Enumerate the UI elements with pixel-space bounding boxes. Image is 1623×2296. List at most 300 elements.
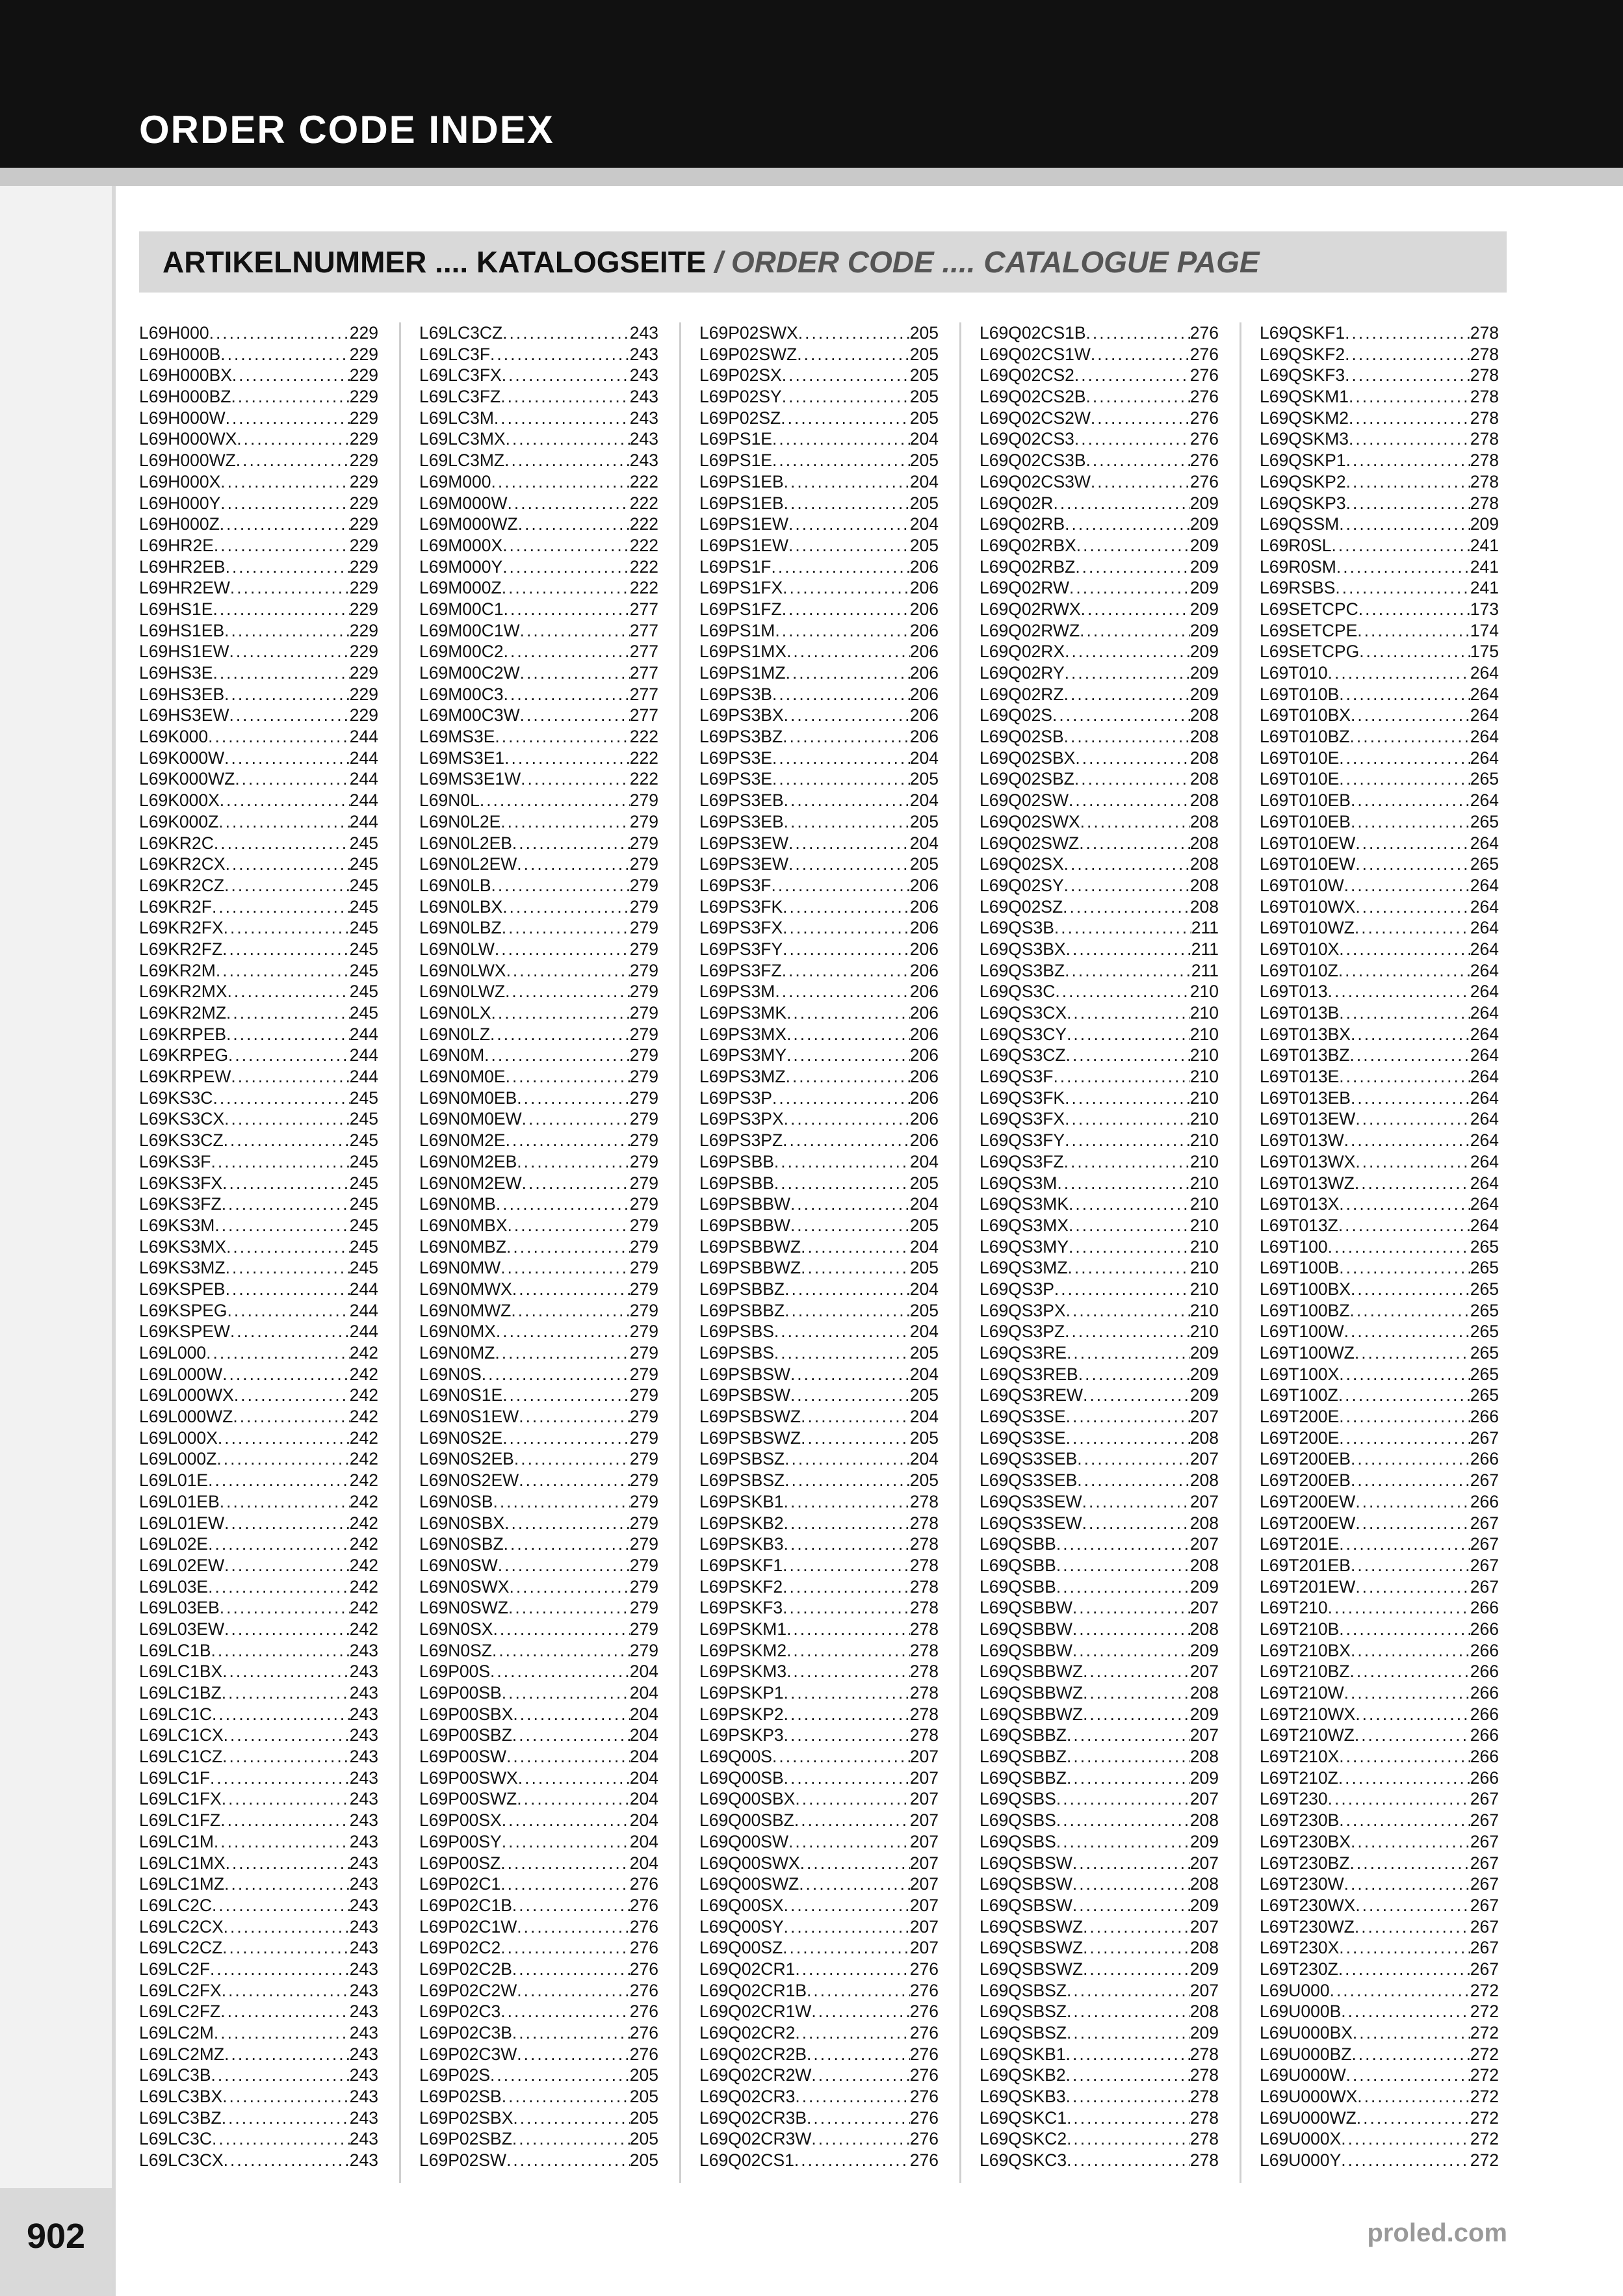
index-entry	[1260, 1024, 1499, 1045]
catalogue-page: 265	[1470, 1322, 1499, 1342]
dot-leader	[1355, 896, 1470, 918]
order-code: L69P02C1B	[419, 1895, 512, 1915]
order-code: L69PS1E	[699, 450, 772, 471]
order-code: L69U000WX	[1260, 2087, 1358, 2107]
left-margin	[0, 186, 112, 2296]
order-code: L69Q00SW	[699, 1831, 788, 1851]
dot-leader	[1067, 2107, 1190, 2129]
catalogue-page: 266	[1470, 1725, 1499, 1745]
catalogue-page: 229	[349, 599, 378, 619]
order-code: L69Q02RW	[980, 578, 1069, 598]
index-entry	[139, 917, 378, 939]
catalogue-page: 272	[1470, 2065, 1499, 2085]
catalogue-page: 276	[1189, 471, 1219, 491]
index-entry	[980, 1619, 1219, 1640]
dot-leader	[512, 2022, 630, 2044]
dot-leader	[1066, 1406, 1190, 1428]
dot-leader	[788, 514, 910, 535]
index-entry	[699, 1108, 939, 1130]
order-code: L69L03E	[139, 1576, 209, 1597]
index-entry	[699, 1831, 939, 1853]
catalogue-page: 207	[909, 1747, 939, 1767]
dot-leader	[226, 556, 350, 578]
catalogue-page: 208	[1189, 854, 1219, 874]
order-code: L69N0M0EB	[419, 1088, 517, 1108]
index-entry	[139, 1279, 378, 1300]
catalogue-page: 222	[629, 556, 658, 577]
dot-leader	[811, 2001, 909, 2022]
dot-leader	[206, 1342, 350, 1364]
index-entry	[699, 1491, 939, 1513]
dot-leader	[1091, 471, 1190, 493]
index-entry	[699, 1300, 939, 1322]
catalogue-page: 278	[1470, 471, 1499, 491]
dot-leader	[222, 1173, 350, 1194]
dot-leader	[1351, 1831, 1470, 1853]
index-entry	[139, 1151, 378, 1173]
order-code: L69T013BX	[1260, 1024, 1351, 1044]
order-code: L69T010E	[1260, 769, 1340, 789]
index-entry	[980, 1215, 1219, 1236]
index-entry	[139, 939, 378, 960]
index-entry	[139, 2065, 378, 2086]
dot-leader	[222, 2107, 350, 2129]
order-code: L69P02C3B	[419, 2023, 512, 2042]
index-entry	[139, 577, 378, 599]
order-code: L69K000	[139, 727, 209, 747]
dot-leader	[502, 365, 630, 386]
order-code: L69T010EB	[1260, 790, 1351, 811]
dot-leader	[772, 684, 910, 705]
order-code: L69KR2CZ	[139, 875, 225, 895]
catalogue-page: 242	[349, 1449, 378, 1469]
catalogue-page: 272	[1470, 1980, 1499, 2000]
order-code: L69H000B	[139, 344, 221, 364]
order-code: L69U000B	[1260, 2002, 1342, 2022]
dot-leader	[224, 620, 350, 642]
order-code: L69QS3C	[980, 982, 1056, 1002]
catalogue-page: 229	[349, 535, 378, 555]
dot-leader	[491, 875, 630, 896]
dot-leader	[1069, 1236, 1190, 1258]
catalogue-page: 207	[1189, 1725, 1219, 1745]
dot-leader	[807, 2107, 910, 2129]
section-heading	[162, 244, 1260, 280]
order-code: L69U000BZ	[1260, 2044, 1352, 2064]
index-entry	[419, 1342, 658, 1364]
index-entry	[980, 1513, 1219, 1534]
order-code: L69RSBS	[1260, 578, 1336, 598]
index-entry	[699, 577, 939, 599]
index-entry	[1260, 1088, 1499, 1109]
index-entry	[139, 1300, 378, 1322]
catalogue-page: 242	[349, 1407, 378, 1427]
order-code: L69Q02R	[980, 493, 1054, 513]
order-code: L69PSBS	[699, 1322, 774, 1342]
dot-leader	[1355, 1151, 1470, 1173]
dot-leader	[494, 408, 630, 429]
order-code: L69Q00SX	[699, 1895, 784, 1915]
index-entry	[699, 1704, 939, 1725]
catalogue-page: 229	[349, 344, 378, 364]
index-entry	[139, 960, 378, 982]
index-entry	[419, 684, 658, 705]
dot-leader	[1355, 1895, 1470, 1916]
dot-leader	[1067, 1768, 1190, 1789]
catalogue-page: 210	[1189, 1215, 1219, 1235]
order-code: L69LC2CX	[139, 1916, 224, 1937]
catalogue-page: 206	[909, 1130, 939, 1151]
order-code: L69PSBB	[699, 1173, 774, 1193]
index-entry	[1260, 705, 1499, 726]
index-entry	[1260, 833, 1499, 854]
order-code: L69T201E	[1260, 1534, 1340, 1554]
catalogue-page: 205	[909, 769, 939, 789]
order-code: L69QS3BZ	[980, 960, 1065, 980]
index-entry	[1260, 1342, 1499, 1364]
order-code: L69QS3F	[980, 1067, 1054, 1087]
order-code: L69LC1MX	[139, 1853, 226, 1873]
dot-leader	[1355, 854, 1470, 875]
dot-leader	[1339, 1002, 1470, 1024]
index-entry	[139, 896, 378, 918]
dot-leader	[224, 1108, 350, 1130]
dot-leader	[785, 1300, 910, 1322]
index-entry	[419, 1533, 658, 1555]
index-entry	[699, 1916, 939, 1938]
index-entry	[1260, 1215, 1499, 1236]
catalogue-page: 245	[349, 1088, 378, 1108]
dot-leader	[512, 2128, 630, 2150]
order-code: L69M000Z	[419, 578, 502, 598]
index-entry	[139, 790, 378, 811]
dot-leader	[520, 705, 630, 726]
index-entry	[139, 556, 378, 578]
order-code: L69KR2M	[139, 960, 216, 980]
dot-leader	[224, 2044, 350, 2065]
catalogue-page: 243	[349, 2065, 378, 2085]
order-code: L69T010B	[1260, 684, 1340, 704]
order-code: L69QS3PX	[980, 1300, 1066, 1320]
catalogue-page: 205	[909, 1300, 939, 1320]
section-heading-english: / ORDER CODE .... CATALOGUE PAGE	[714, 245, 1260, 279]
dot-leader	[772, 1088, 910, 1109]
catalogue-page: 264	[1470, 833, 1499, 853]
index-entry	[419, 1321, 658, 1342]
index-entry	[699, 2022, 939, 2044]
dot-leader	[490, 1661, 630, 1682]
order-code: L69Q02CR3W	[699, 2129, 812, 2149]
index-entry	[980, 833, 1219, 854]
order-code: L69LC2C	[139, 1895, 212, 1915]
catalogue-page: 204	[629, 1768, 658, 1788]
dot-leader	[1339, 1194, 1470, 1215]
index-entry	[1260, 1385, 1499, 1406]
order-code: L69L03EW	[139, 1619, 225, 1639]
order-code: L69LC1FX	[139, 1789, 222, 1809]
catalogue-page: 264	[1470, 1173, 1499, 1193]
dot-leader	[788, 535, 910, 556]
catalogue-page: 276	[1189, 344, 1219, 364]
dot-leader	[1067, 1725, 1190, 1746]
index-entry	[139, 1895, 378, 1916]
catalogue-page: 276	[629, 1938, 658, 1958]
index-entry	[139, 1682, 378, 1704]
catalogue-page: 245	[349, 918, 378, 938]
dot-leader	[1056, 1831, 1190, 1853]
index-entry	[1260, 2150, 1499, 2171]
order-code: L69PS3FK	[699, 896, 783, 917]
catalogue-page: 206	[909, 1024, 939, 1044]
dot-leader	[1052, 705, 1190, 726]
dot-leader	[772, 875, 910, 896]
dot-leader	[214, 1831, 350, 1853]
order-code: L69QS3REB	[980, 1364, 1078, 1384]
catalogue-page: 211	[1191, 960, 1219, 980]
index-entry	[699, 768, 939, 790]
order-code: L69QS3MZ	[980, 1258, 1068, 1278]
catalogue-page: 229	[349, 429, 378, 449]
index-entry	[419, 1831, 658, 1853]
dot-leader	[1346, 471, 1470, 493]
catalogue-page: 267	[1470, 1789, 1499, 1809]
order-code: L69QSBS	[980, 1831, 1056, 1851]
catalogue-page: 205	[909, 854, 939, 874]
order-code: L69PS3P	[699, 1088, 772, 1108]
catalogue-page: 243	[349, 2129, 378, 2149]
order-code: L69PS3M	[699, 982, 775, 1002]
index-entry	[139, 1768, 378, 1789]
index-entry	[980, 1980, 1219, 2002]
index-entry	[699, 620, 939, 642]
index-entry	[699, 428, 939, 450]
order-code: L69P00SZ	[419, 1853, 501, 1873]
order-code: L69K000X	[139, 790, 220, 811]
order-code: L69T010EW	[1260, 854, 1356, 874]
dot-leader	[237, 428, 350, 450]
dot-leader	[1349, 1661, 1470, 1682]
index-entry	[980, 1088, 1219, 1109]
index-entry	[699, 875, 939, 896]
order-code: L69PSKF3	[699, 1598, 783, 1618]
dot-leader	[774, 1151, 910, 1173]
catalogue-page: 229	[349, 365, 378, 385]
order-code: L69PSKB2	[699, 1513, 784, 1533]
index-entry	[980, 1130, 1219, 1151]
order-code: L69T013B	[1260, 1003, 1340, 1023]
dot-leader	[226, 1853, 350, 1874]
index-entry	[699, 854, 939, 875]
catalogue-page: 204	[909, 1407, 939, 1427]
catalogue-page: 205	[909, 811, 939, 831]
catalogue-page: 245	[349, 1003, 378, 1023]
index-entry	[419, 875, 658, 896]
catalogue-page: 279	[629, 1598, 658, 1618]
catalogue-page: 279	[629, 1407, 658, 1427]
catalogue-page: 208	[1189, 705, 1219, 725]
index-entry	[980, 556, 1219, 578]
order-code: L69Q00SZ	[699, 1938, 783, 1958]
dot-leader	[512, 1725, 630, 1746]
index-entry	[699, 1194, 939, 1215]
index-entry	[419, 1597, 658, 1619]
catalogue-page: 206	[909, 896, 939, 917]
catalogue-page: 267	[1470, 1513, 1499, 1533]
catalogue-page: 205	[629, 2065, 658, 2085]
catalogue-page: 243	[349, 1810, 378, 1831]
index-entry	[139, 1597, 378, 1619]
order-code: L69PSBSW	[699, 1385, 790, 1405]
dot-leader	[1069, 577, 1190, 599]
index-entry	[419, 1768, 658, 1789]
index-entry	[699, 1002, 939, 1024]
index-entry	[699, 2001, 939, 2022]
index-entry	[139, 1108, 378, 1130]
order-code: L69KS3MX	[139, 1236, 227, 1257]
index-entry	[1260, 493, 1499, 514]
order-code: L69PS3MZ	[699, 1067, 786, 1087]
index-entry	[980, 620, 1219, 642]
index-entry	[139, 1725, 378, 1746]
dot-leader	[222, 1746, 350, 1768]
index-entry	[419, 365, 658, 386]
order-code: L69PS3EB	[699, 790, 784, 811]
index-entry	[139, 1980, 378, 2002]
catalogue-page: 229	[349, 620, 378, 640]
catalogue-page: 276	[1189, 450, 1219, 471]
order-code: L69Q02CR3B	[699, 2107, 807, 2128]
catalogue-page: 208	[1189, 811, 1219, 831]
order-code: L69HS3E	[139, 663, 213, 683]
dot-leader	[1067, 1024, 1190, 1045]
dot-leader	[775, 620, 909, 642]
index-entry	[1260, 344, 1499, 365]
dot-leader	[1355, 917, 1470, 939]
dot-leader	[226, 1257, 350, 1279]
order-code: L69T200E	[1260, 1407, 1340, 1427]
dot-leader	[774, 1321, 910, 1342]
catalogue-page: 265	[1470, 1300, 1499, 1320]
dot-leader	[493, 1619, 629, 1640]
catalogue-page: 209	[1189, 642, 1219, 662]
index-entry	[139, 854, 378, 875]
dot-leader	[230, 577, 350, 599]
catalogue-page: 241	[1470, 535, 1499, 555]
index-entry	[699, 1959, 939, 1980]
index-entry	[699, 2086, 939, 2107]
index-entry	[419, 2001, 658, 2022]
index-entry	[419, 620, 658, 642]
order-code: L69T100W	[1260, 1322, 1344, 1342]
column-divider	[399, 322, 401, 2183]
catalogue-page: 244	[349, 1067, 378, 1087]
dot-leader	[508, 493, 630, 514]
dot-leader	[1344, 1873, 1470, 1895]
catalogue-page: 206	[909, 684, 939, 704]
order-code: L69KS3CX	[139, 1109, 225, 1129]
index-entry	[1260, 1746, 1499, 1768]
index-entry	[419, 896, 658, 918]
catalogue-page: 278	[909, 1725, 939, 1745]
order-code: L69QSBSZ	[980, 2023, 1067, 2042]
index-entry	[419, 1448, 658, 1470]
index-entry	[699, 1597, 939, 1619]
dot-leader	[1066, 939, 1191, 960]
catalogue-page: 272	[1470, 2087, 1499, 2107]
catalogue-page: 229	[349, 408, 378, 428]
order-code: L69H000X	[139, 471, 221, 491]
dot-leader	[224, 1873, 350, 1895]
order-code: L69Q02CS3B	[980, 450, 1086, 471]
order-code: L69PSBSZ	[699, 1470, 785, 1491]
dot-leader	[783, 577, 910, 599]
dot-leader	[1066, 2044, 1190, 2065]
dot-leader	[788, 833, 910, 854]
catalogue-page: 279	[629, 1534, 658, 1554]
dot-leader	[1075, 748, 1189, 769]
dot-leader	[518, 514, 630, 535]
index-entry	[699, 896, 939, 918]
index-entry	[419, 1725, 658, 1746]
order-code: L69T013X	[1260, 1194, 1340, 1214]
catalogue-page: 207	[909, 1768, 939, 1788]
order-code: L69K000Z	[139, 811, 219, 831]
index-entry	[980, 1279, 1219, 1300]
page-number: 902	[26, 2217, 86, 2256]
dot-leader	[798, 322, 910, 344]
order-code: L69QSBSZ	[980, 2002, 1067, 2022]
order-code: L69LC1MZ	[139, 1874, 225, 1894]
dot-leader	[1341, 2001, 1470, 2022]
order-code: L69PS3FY	[699, 939, 783, 959]
order-code: L69QSKM1	[1260, 387, 1349, 407]
dot-leader	[224, 917, 350, 939]
index-entry	[139, 2086, 378, 2107]
index-entry	[699, 1045, 939, 1066]
index-entry	[699, 2107, 939, 2129]
dot-leader	[1081, 599, 1190, 620]
dot-leader	[1338, 1959, 1470, 1980]
index-entry	[980, 1236, 1219, 1258]
order-code: L69QSBSW	[980, 1853, 1072, 1873]
catalogue-page: 206	[909, 578, 939, 598]
catalogue-page: 279	[629, 790, 658, 811]
order-code: L69QSKP1	[1260, 450, 1346, 471]
index-entry	[699, 1130, 939, 1151]
catalogue-page: 264	[1470, 684, 1499, 704]
index-entry	[980, 641, 1219, 662]
catalogue-page: 210	[1189, 1194, 1219, 1214]
dot-leader	[1339, 1533, 1470, 1555]
dot-leader	[1065, 662, 1190, 684]
dot-leader	[772, 556, 910, 578]
index-entry	[699, 1873, 939, 1895]
catalogue-page: 204	[909, 1279, 939, 1299]
catalogue-page: 207	[1189, 1449, 1219, 1469]
dot-leader	[1064, 1151, 1190, 1173]
dot-leader	[1078, 1364, 1190, 1385]
dot-leader	[785, 1448, 910, 1470]
catalogue-page: 265	[1470, 769, 1499, 789]
index-entry	[139, 428, 378, 450]
catalogue-page: 267	[1470, 1895, 1499, 1915]
dot-leader	[1072, 1873, 1190, 1895]
catalogue-page: 242	[349, 1513, 378, 1533]
index-entry	[699, 981, 939, 1002]
index-entry	[980, 2022, 1219, 2044]
index-entry	[1260, 2001, 1499, 2022]
catalogue-page: 244	[349, 727, 378, 747]
